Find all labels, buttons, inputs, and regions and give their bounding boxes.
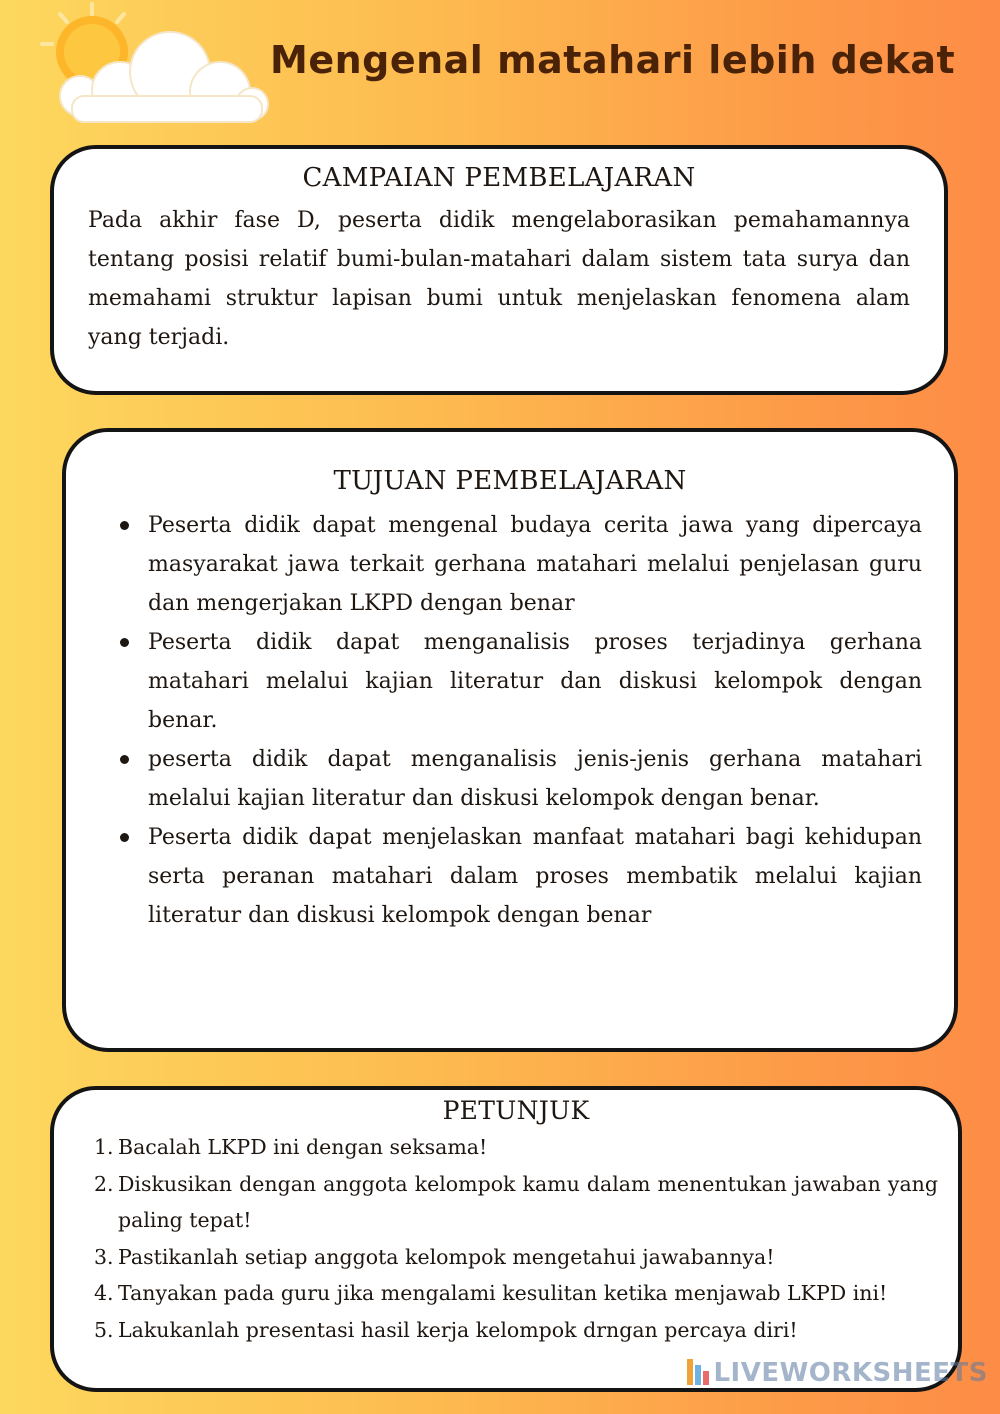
- tujuan-heading: TUJUAN PEMBELAJARAN: [333, 466, 687, 496]
- list-number: 3.: [94, 1244, 114, 1269]
- list-item: Peserta didik dapat menjelaskan manfaat matahari bagi kehidupan serta peranan matahari dalam proses membatik melalui kajian literatur dan diskusi kelompok dengan benar: [98, 818, 922, 935]
- list-item: [94, 1312, 938, 1349]
- tujuan-card: [62, 428, 958, 1052]
- list-number: 2.: [94, 1171, 114, 1196]
- page-title: Mengenal matahari lebih dekat: [270, 38, 956, 82]
- capaian-card: [50, 145, 948, 395]
- petunjuk-heading: PETUNJUK: [442, 1096, 590, 1125]
- list-text: Tanyakan pada guru jika mengalami kesulitan ketika menjawab LKPD ini!: [118, 1281, 888, 1305]
- list-text: Pastikanlah setiap anggota kelompok mengetahui jawabannya!: [118, 1244, 775, 1269]
- list-number: 4.: [94, 1281, 114, 1305]
- list-number: 1.: [94, 1135, 114, 1159]
- sun-cloud-icon: [20, 0, 270, 130]
- list-item: [94, 1166, 938, 1239]
- list-text: Bacalah LKPD ini dengan seksama!: [118, 1135, 488, 1159]
- list-number: 5.: [94, 1317, 114, 1342]
- list-text: Lakukanlah presentasi hasil kerja kelompok drngan percaya diri!: [118, 1317, 798, 1342]
- list-item: Peserta didik dapat mengenal budaya cerita jawa yang dipercaya masyarakat jawa terkait gerhana matahari melalui penjelasan guru dan mengerjakan LKPD dengan benar: [98, 506, 922, 623]
- petunjuk-card: [50, 1086, 962, 1392]
- list-text: Diskusikan dengan anggota kelompok kamu dalam menentukan jawaban yang paling tepat!: [118, 1171, 938, 1232]
- capaian-text: Pada akhir fase D, peserta didik mengelaborasikan pemahamannya tentang posisi relatif bumi-bulan-matahari dalam sistem tata surya dan memahami struktur lapisan bumi untuk menjelaskan fenomena alam yang terjadi.: [88, 208, 910, 350]
- petunjuk-list: [94, 1129, 938, 1348]
- list-item: peserta didik dapat menganalisis jenis-jenis gerhana matahari melalui kajian literatur dan diskusi kelompok dengan benar.: [98, 740, 922, 818]
- liveworksheets-logo-icon: [687, 1359, 709, 1385]
- capaian-heading: CAMPAIAN PEMBELAJARAN: [302, 163, 696, 193]
- list-item: [94, 1275, 938, 1312]
- watermark-text: LIVEWORKSHEETS: [713, 1358, 988, 1388]
- list-item: Peserta didik dapat menganalisis proses terjadinya gerhana matahari melalui kajian literatur dan diskusi kelompok dengan benar.: [98, 623, 922, 740]
- list-item: [94, 1129, 938, 1166]
- list-item: [94, 1239, 938, 1276]
- tujuan-list: [98, 506, 922, 935]
- liveworksheets-watermark: [687, 1358, 988, 1388]
